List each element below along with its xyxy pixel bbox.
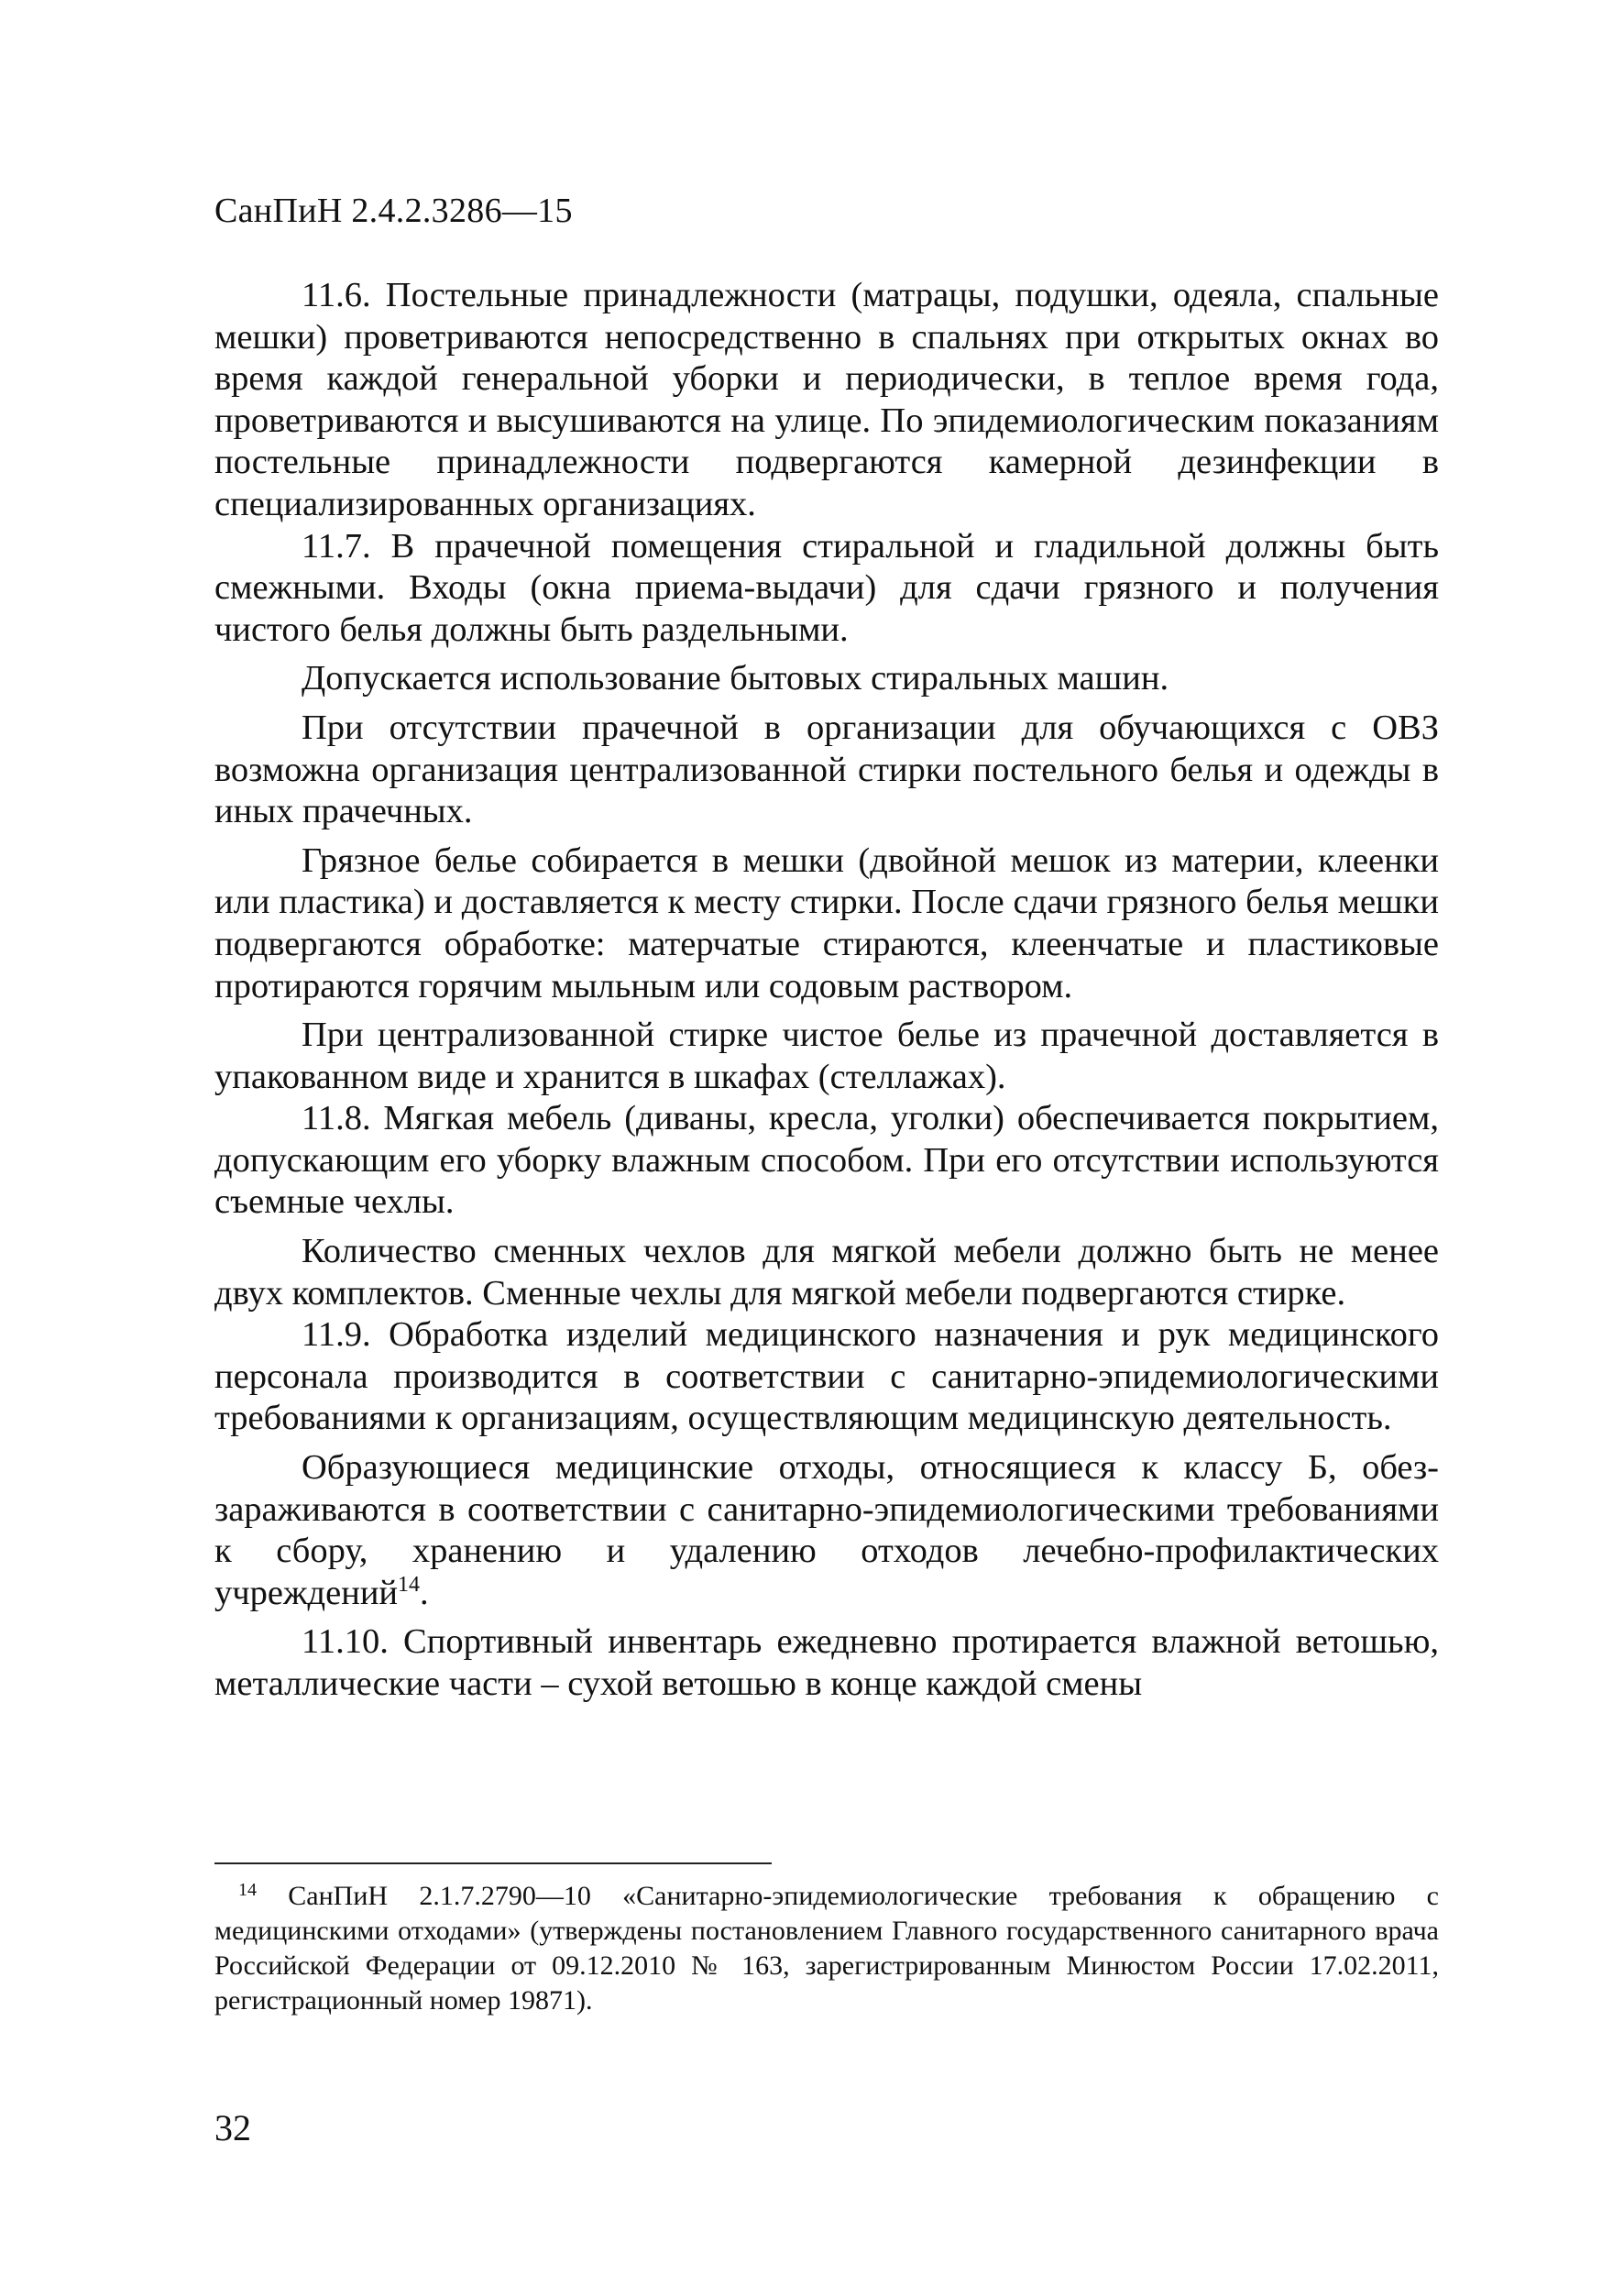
paragraph-furniture-covers: Количество сменных чехлов для мягкой мебели должно быть не менее двух комплектов. Сменные чехлы для мягкой мебели подвергаются стирке. [214,1232,1439,1313]
paragraph-11-7: 11.7. В прачечной помещения стиральной и гладильной должны быть смежными. Входы (окна приема-выдачи) для сдачи грязного и получения чистого белья должны быть раздельными. [214,526,1439,649]
paragraph-11-10: 11.10. Спортивный инвентарь ежедневно протирается влажной ветошью, металлические части – сухой ветошью в конце каждой смены [214,1622,1439,1703]
footnote-reference[interactable]: 14 [398,1572,421,1597]
footnote-block [214,1879,1439,2018]
medical-waste-text: Образующиеся медицинские отходы, относящиеся к классу Б, обеззараживаются в соответствии с санитарно-эпидемиологическими требованиями к сбору, хранению и удалению отходов лечебно-профилактических учреждений [214,1448,1439,1612]
page-number: 32 [214,2107,251,2148]
running-title: СанПиН 2.4.2.3286—15 [214,192,573,230]
footnote-marker: 14 [238,1880,257,1900]
paragraph-11-8: 11.8. Мягкая мебель (диваны, кресла, уголки) обеспечивается покрытием, допускающим его уборку влажным способом. При его отсутствии используются съемные чехлы. [214,1099,1439,1222]
paragraph-11-6: 11.6. Постельные принадлежности (матрацы, подушки, одеяла, спальные мешки) проветриваются непосредственно в спальнях при открытых окнах во время каждой генеральной уборки и периодически, в теплое время года, проветриваются и высушиваются на улице. По эпидемиологическим показаниям постельные принадлежности подвергаются камерной дезинфекции в специализированных организациях. [214,276,1439,523]
paragraph-centralized-laundry: При отсутствии прачечной в организации для обучающихся с ОВЗ возможна организация централизованной стирки постельного белья и одежды в иных прачечных. [214,708,1439,831]
footnote-14 [214,1879,1439,2018]
paragraph-clean-linen: При централизованной стирке чистое белье из прачечной доставляется в упакованном виде и хранится в шкафах (стеллажах). [214,1016,1439,1096]
paragraph-11-9: 11.9. Обработка изделий медицинского назначения и рук медицинского персонала производится в соответствии с санитарно-эпидемиологическими требованиями к организациям, осуществляющим медицинскую деятельность. [214,1315,1439,1438]
medical-waste-end: . [420,1573,429,1612]
footnote-text: СанПиН 2.1.7.2790—10 «Санитарно-эпидемиологические требования к обращению с медицинскими отходами» (утверждены постановлением Главного государственного санитарного врача Российской Федерации от 09.12.2010 № 163, зарегистрированным Минюстом России 17.02.2011, регистрационный номер 19871). [214,1881,1439,2016]
paragraph-dirty-linen: Грязное белье собирается в мешки (двойной мешок из материи, клеенки или пластика) и доставляется к месту стирки. После сдачи грязного белья мешки подвергаются обработке: матерчатые стираются, клеенчатые и пластиковые протираются горячим мыльным или содовым раствором. [214,840,1439,1005]
paragraph-medical-waste [214,1447,1439,1614]
main-text [214,275,1439,1706]
paragraph-washing-machines: Допускается использование бытовых стиральных машин. [302,659,1169,698]
footnote-divider [214,1862,772,1864]
